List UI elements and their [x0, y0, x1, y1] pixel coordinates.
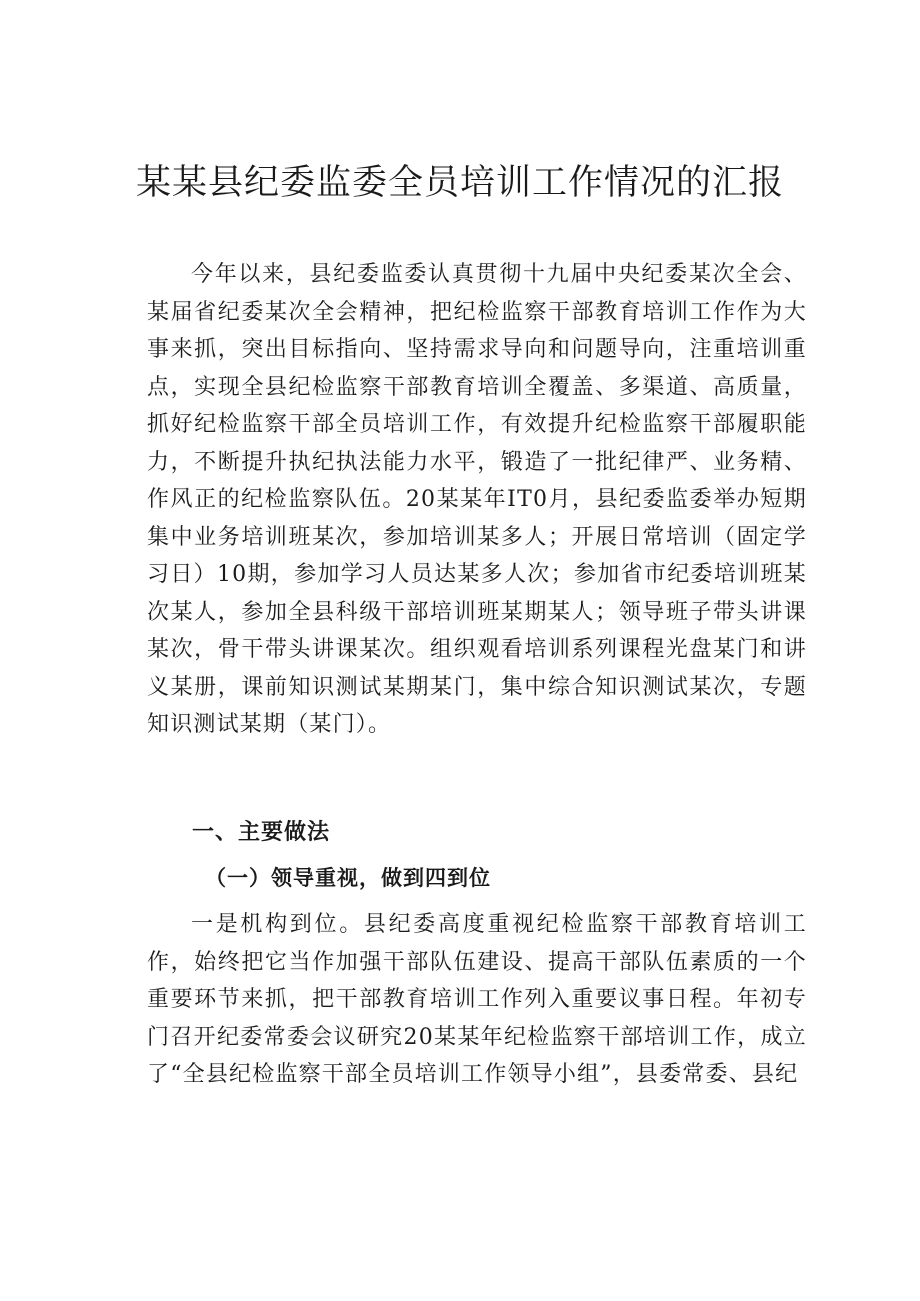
document-title: 某某县纪委监委全员培训工作情况的汇报	[135, 163, 784, 203]
subsection-heading-leadership: （一）领导重视，做到四到位	[205, 866, 491, 890]
intro-paragraph: 今年以来，县纪委监委认真贯彻十九届中央纪委某次全会、某届省纪委某次全会精神，把纪检监察干部教育培训工作作为大事来抓，突出目标指向、坚持需求导向和问题导向，注重培训重点，实现全县纪检监察干部教育培训全覆盖、多渠道、高质量，抓好纪检监察干部全员培训工作，有效提升纪检监察干部履职能力，不断提升执纪执法能力水平，锻造了一批纪律严、业务精、作风正的纪检监察队伍。20某某年IT0月，县纪委监委举办短期集中业务培训班某次，参加培训某多人；开展日常培训（固定学习日）10期，参加学习人员达某多人次；参加省市纪委培训班某次某人，参加全县科级干部培训班某期某人；领导班子带头讲课某次，骨干带头讲课某次。组织观看培训系列课程光盘某门和讲义某册，课前知识测试某期某门，集中综合知识测试某次，专题知识测试某期（某门）。	[147, 262, 807, 737]
body-paragraph-organization: 一是机构到位。县纪委高度重视纪检监察干部教育培训工作，始终把它当作加强干部队伍建设、提高干部队伍素质的一个重要环节来抓，把干部教育培训工作列入重要议事日程。年初专门召开纪委常委会议研究20某某年纪检监察干部培训工作，成立了“全县纪检监察干部全员培训工作领导小组”，县委常委、县纪	[147, 912, 807, 1087]
section-heading-main-practices: 一、主要做法	[192, 820, 331, 845]
